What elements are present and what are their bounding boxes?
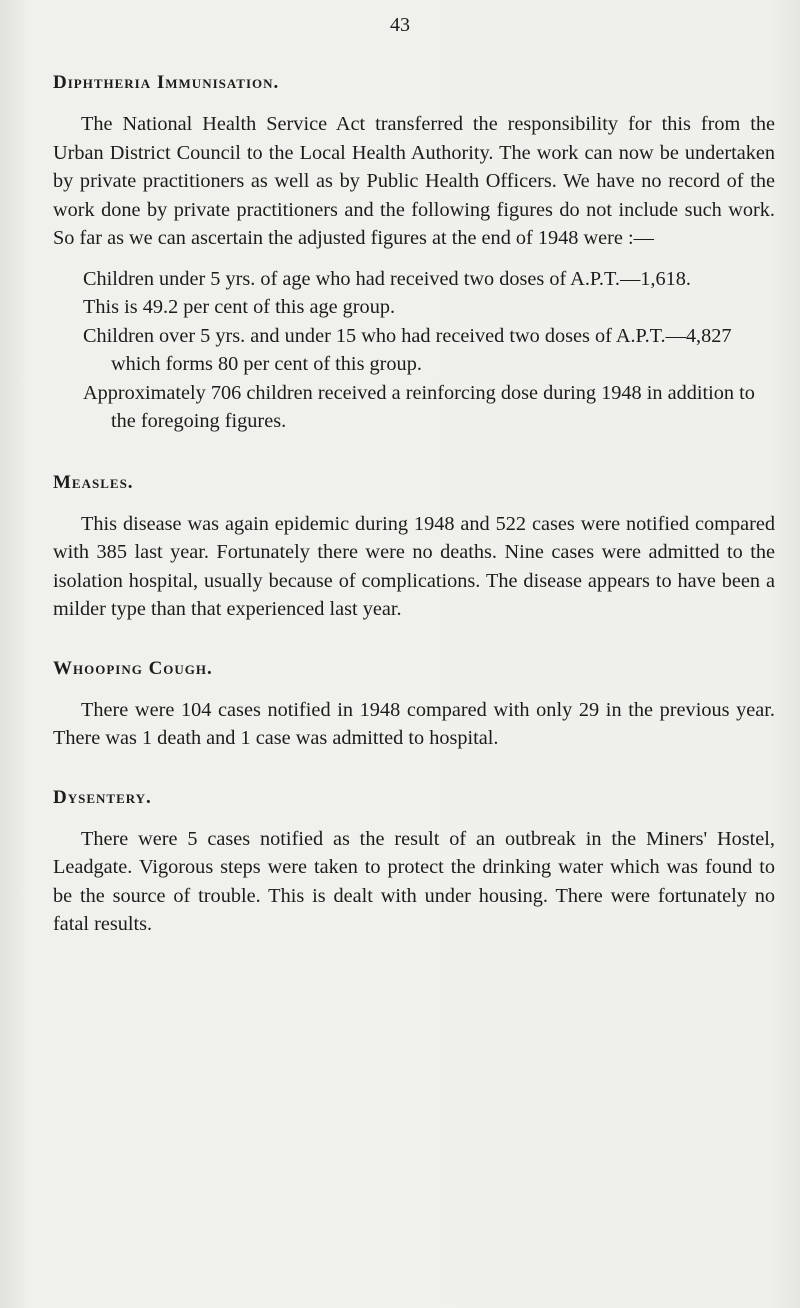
section-paragraph: The National Health Service Act transferred the responsibility for this from the Urban District Council to the Local Health Authority. The work can now be undertaken by private practitioners as well as by Public Health Officers. We have no record of the work done by private practitioners and the following figures do not include such work. So far as we can ascertain the adjusted figures at the end of 1948 were :—	[53, 113, 775, 249]
section-measles	[53, 472, 775, 624]
section-heading: Diphtheria Immunisation.	[53, 72, 280, 93]
list-item: This is 49.2 per cent of this age group.	[83, 296, 396, 318]
section-diphtheria-immunisation	[53, 72, 775, 436]
section-dysentery	[53, 787, 775, 939]
section-paragraph: There were 104 cases notified in 1948 compared with only 29 in the previous year. There was 1 death and 1 case was admitted to hospital.	[53, 698, 775, 749]
section-paragraph: There were 5 cases notified as the result of an outbreak in the Miners' Hostel, Leadgate. Vigorous steps were taken to protect the drinking water which was found to be the source of trouble. This is dealt with under housing. There were fortunately no fatal results.	[53, 827, 775, 935]
section-heading: Measles.	[53, 471, 134, 493]
list-item: Children over 5 yrs. and under 15 who had received two doses of A.P.T.—4,827 which forms 80 per cent of this group.	[83, 324, 732, 375]
list-item: Children under 5 yrs. of age who had received two doses of A.P.T.—1,618.	[83, 267, 691, 290]
section-paragraph: This disease was again epidemic during 1948 and 522 cases were notified compared with 385 last year. Fortunately there were no deaths. Nine cases were admitted to the isolation hospital, usually because of complications. The disease appears to have been a milder type than that experienced last year.	[53, 512, 775, 620]
list-item: Approximately 706 children received a reinforcing dose during 1948 in addition to the foregoing figures.	[83, 381, 755, 432]
section-whooping-cough	[53, 658, 775, 753]
page-content	[53, 72, 775, 973]
section-heading: Whooping Cough.	[53, 657, 213, 679]
section-heading: Dysentery.	[53, 786, 152, 808]
immunisation-figures-list	[53, 265, 775, 436]
page-number: 43	[390, 14, 410, 36]
